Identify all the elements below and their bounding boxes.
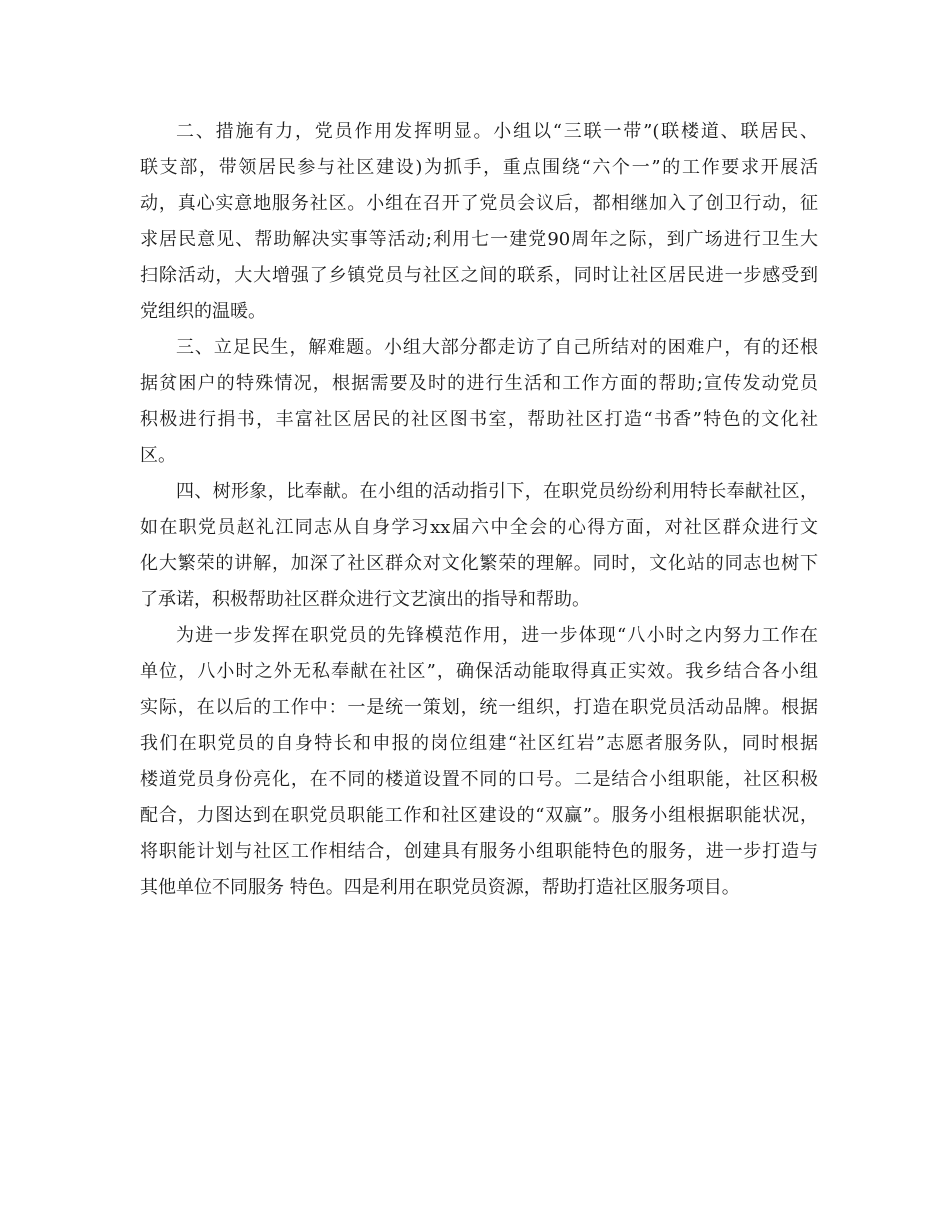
paragraph-line: 区。 <box>140 445 176 466</box>
paragraph-line: 我们在职党员的自身特长和申报的岗位组建“社区红岩”志愿者服务队，同时根据 <box>140 733 818 754</box>
paragraph-line: 实际，在以后的工作中：一是统一策划，统一组织，打造在职党员活动品牌。根据 <box>140 697 818 718</box>
document-body <box>140 114 818 906</box>
paragraph-line: 据贫困户的特殊情况，根据需要及时的进行生活和工作方面的帮助;宣传发动党员 <box>140 373 818 394</box>
paragraph-line: 动，真心实意地服务社区。小组在召开了党员会议后，都相继加入了创卫行动，征 <box>140 193 818 214</box>
paragraph-line: 单位，八小时之外无私奉献在社区”，确保活动能取得真正实效。我乡结合各小组 <box>140 661 818 682</box>
paragraph-line: 联支部，带领居民参与社区建设)为抓手，重点围绕“六个一”的工作要求开展活 <box>140 157 818 178</box>
paragraph-line: 化大繁荣的讲解，加深了社区群众对文化繁荣的理解。同时，文化站的同志也树下 <box>140 553 818 574</box>
paragraph-line: 其他单位不同服务 特色。四是利用在职党员资源，帮助打造社区服务项目。 <box>140 877 740 898</box>
paragraph-line: 楼道党员身份亮化，在不同的楼道设置不同的口号。二是结合小组职能，社区积极 <box>140 769 818 790</box>
paragraph-line: 四、树形象，比奉献。在小组的活动指引下，在职党员纷纷利用特长奉献社区， <box>176 481 818 502</box>
paragraph-line: 为进一步发挥在职党员的先锋模范作用，进一步体现“八小时之内努力工作在 <box>176 625 818 646</box>
paragraph-line: 将职能计划与社区工作相结合，创建具有服务小组职能特色的服务，进一步打造与 <box>140 841 818 862</box>
paragraph-3 <box>140 474 818 618</box>
paragraph-line: 三、立足民生，解难题。小组大部分都走访了自己所结对的困难户，有的还根 <box>176 337 818 358</box>
paragraph-line: 党组织的温暖。 <box>140 301 266 322</box>
paragraph-4 <box>140 618 818 906</box>
paragraph-line: 求居民意见、帮助解决实事等活动;利用七一建党90周年之际，到广场进行卫生大 <box>140 229 818 250</box>
paragraph-line: 如在职党员赵礼江同志从自身学习xx届六中全会的心得方面，对社区群众进行文 <box>140 517 818 538</box>
paragraph-line: 了承诺，积极帮助社区群众进行文艺演出的指导和帮助。 <box>140 589 590 610</box>
paragraph-line: 配合，力图达到在职党员职能工作和社区建设的“双赢”。服务小组根据职能状况， <box>140 805 818 826</box>
paragraph-line: 扫除活动，大大增强了乡镇党员与社区之间的联系，同时让社区居民进一步感受到 <box>140 265 818 286</box>
paragraph-line: 二、措施有力，党员作用发挥明显。小组以“三联一带”(联楼道、联居民、 <box>176 121 818 142</box>
paragraph-1 <box>140 114 818 330</box>
paragraph-2 <box>140 330 818 474</box>
paragraph-line: 积极进行捐书，丰富社区居民的社区图书室，帮助社区打造“书香”特色的文化社 <box>140 409 818 430</box>
